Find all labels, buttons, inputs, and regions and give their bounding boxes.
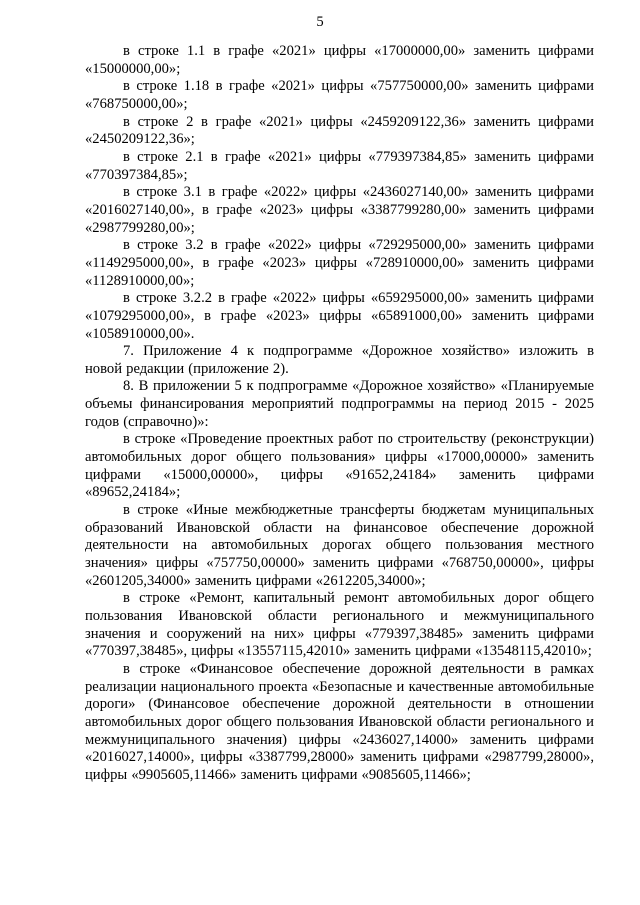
paragraph: в строке «Проведение проектных работ по строительству (реконструкции) автомобильных дорог общего пользования» цифры «17000,00000» заменить цифрами «15000,00000», цифры «91652,24184» заменить цифрами «89652,24184»; bbox=[85, 431, 594, 501]
paragraph-item-8: 8. В приложении 5 к подпрограмме «Дорожное хозяйство» «Планируемые объемы финансирования мероприятий подпрограммы на период 2015 - 2025 годов (справочно)»: bbox=[85, 378, 594, 430]
paragraph: в строке 1.18 в графе «2021» цифры «757750000,00» заменить цифрами «768750000,00»; bbox=[85, 78, 594, 112]
paragraph: в строке «Иные межбюджетные трансферты бюджетам муниципальных образований Ивановской области на финансовое обеспечение дорожной деятельности на автомобильных дорогах общего пользования местного значения» цифры «757750,00000» заменить цифрами «768750,00000», цифры «2601205,34000» заменить цифрами «2612205,34000»; bbox=[85, 502, 594, 589]
paragraph: в строке 2 в графе «2021» цифры «2459209122,36» заменить цифрами «2450209122,36»; bbox=[85, 113, 594, 148]
paragraph: в строке «Ремонт, капитальный ремонт автомобильных дорог общего пользования Ивановской области регионального и межмуниципального значения и сооружений на них» цифры «779397,38485» заменить цифрами «770397,38485», цифры «13557115,42010» заменить цифрами «13548115,42010»; bbox=[85, 590, 594, 660]
paragraph: в строке 2.1 в графе «2021» цифры «779397384,85» заменить цифрами «770397384,85»; bbox=[85, 148, 594, 183]
paragraph: в строке 1.1 в графе «2021» цифры «17000000,00» заменить цифрами «15000000,00»; bbox=[85, 43, 594, 77]
paragraph: в строке «Финансовое обеспечение дорожной деятельности в рамках реализации национального проекта «Безопасные и качественные автомобильные дороги» (Финансовое обеспечение дорожной деятельности в отношении автомобильных дорог общего пользования Ивановской области регионального и межмуниципального значения) цифры «2436027,14000» заменить цифрами «2016027,14000», цифры «3387799,28000» заменить цифрами «2987799,28000», цифры «9905605,11466» заменить цифрами «9085605,11466»; bbox=[85, 660, 594, 783]
paragraph: в строке 3.1 в графе «2022» цифры «2436027140,00» заменить цифрами «2016027140,00», в графе «2023» цифры «3387799280,00» заменить цифрами «2987799280,00»; bbox=[85, 184, 594, 236]
paragraph: в строке 3.2 в графе «2022» цифры «729295000,00» заменить цифрами «1149295000,00», в графе «2023» цифры «728910000,00» заменить цифрами «1128910000,00»; bbox=[85, 237, 594, 289]
paragraph: в строке 3.2.2 в графе «2022» цифры «659295000,00» заменить цифрами «1079295000,00», в графе «2023» цифры «65891000,00» заменить цифрами «1058910000,00». bbox=[85, 290, 594, 342]
paragraph-item-7: 7. Приложение 4 к подпрограмме «Дорожное хозяйство» изложить в новой редакции (приложение 2). bbox=[85, 343, 594, 377]
document-body bbox=[0, 43, 640, 785]
page-number: 5 bbox=[316, 14, 324, 30]
